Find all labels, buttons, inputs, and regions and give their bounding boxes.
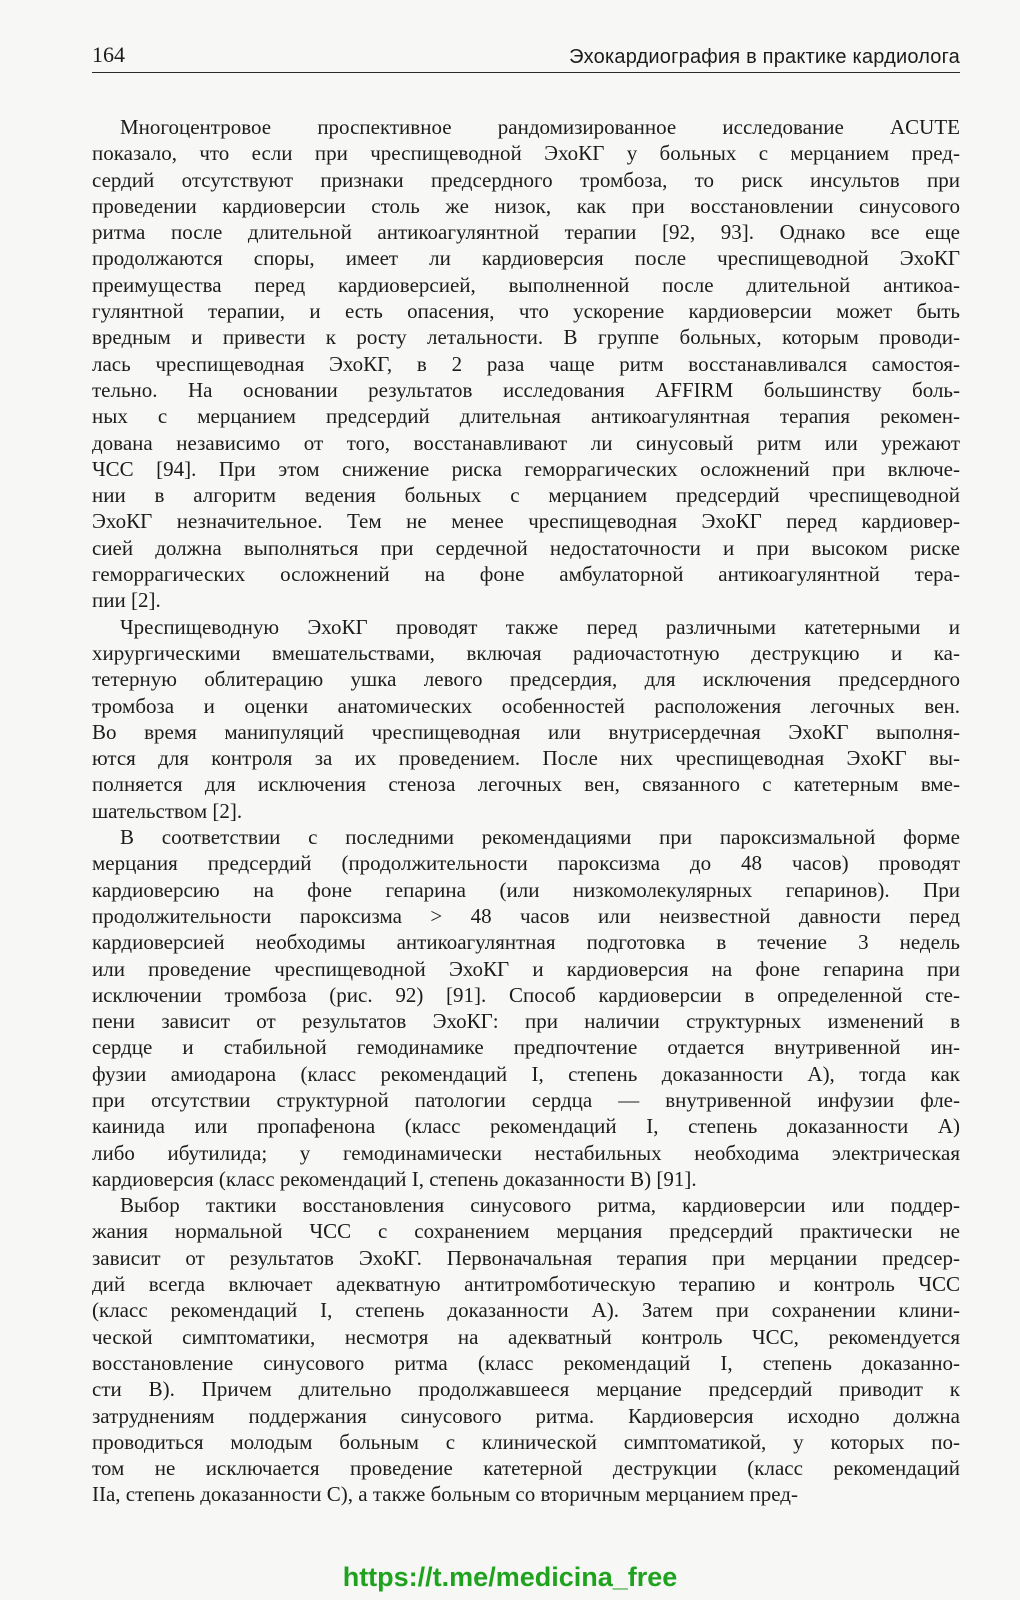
text-line: зависит от результатов ЭхоКГ. Первоначальная терапия при мерцании предсер- [92, 1245, 960, 1270]
text-line: вредным и привести к росту летальности. В группе больных, которым проводи- [92, 325, 960, 350]
text-line: продолжительности пароксизма > 48 часов или неизвестной давности перед [92, 903, 960, 928]
text-line: фузии амиодарона (класс рекомендаций I, степень доказанности А), тогда как [92, 1061, 960, 1086]
text-line: ЧСС [94]. При этом снижение риска геморрагических осложнений при включе- [92, 456, 960, 481]
text-line: показало, что если при чреспищеводной ЭхоКГ у больных с мерцанием пред- [92, 141, 960, 166]
page-header [92, 40, 960, 73]
text-line: Многоцентровое проспективное рандомизированное исследование ACUTE [120, 115, 960, 139]
text-line: тетерную облитерацию ушка левого предсердия, для исключения предсердного [92, 667, 960, 692]
body-text [92, 114, 960, 1508]
page-number: 164 [92, 42, 125, 67]
text-line: гулянтной терапии, и есть опасения, что ускорение кардиоверсии может быть [92, 299, 960, 324]
text-line: преимущества перед кардиоверсией, выполненной после длительной антикоа- [92, 272, 960, 297]
text-line: В соответствии с последними рекомендациями при пароксизмальной форме [120, 825, 960, 850]
text-line: нии в алгоритм ведения больных с мерцанием предсердий чреспищеводной [92, 483, 960, 508]
text-line: либо ибутилида; у гемодинамически нестабильных необходима электрическая [92, 1140, 960, 1165]
text-line: ются для контроля за их проведением. После них чреспищеводная ЭхоКГ вы- [92, 746, 960, 771]
text-line: каинида или пропафенона (класс рекомендаций I, степень доказанности А) [92, 1114, 960, 1139]
text-line: ритма после длительной антикоагулянтной терапии [92, 93]. Однако все еще [92, 220, 960, 245]
text-line: полняется для исключения стеноза легочных вен, связанного с катетерным вме- [92, 772, 960, 797]
text-line: восстановление синусового ритма (класс рекомендаций I, степень доказанно- [92, 1350, 960, 1375]
text-line: кардиоверсией необходимы антикоагулянтная подготовка в течение 3 недель [92, 930, 960, 955]
text-line: затруднениям поддержания синусового ритма. Кардиоверсия исходно должна [92, 1403, 960, 1428]
text-line: том не исключается проведение катетерной деструкции (класс рекомендаций [92, 1456, 960, 1481]
text-line: пени зависит от результатов ЭхоКГ: при наличии структурных изменений в [92, 1009, 960, 1034]
text-line: тельно. На основании результатов исследования AFFIRM большинству боль- [92, 377, 960, 402]
text-line: IIa, степень доказанности С), а также больным со вторичным мерцанием пред- [92, 1482, 798, 1507]
text-line: Во время манипуляций чреспищеводная или внутрисердечная ЭхоКГ выполня- [92, 719, 960, 744]
text-line: кардиоверсия (класс рекомендаций I, степень доказанности В) [91]. [92, 1166, 697, 1191]
text-line: ных с мерцанием предсердий длительная антикоагулянтная терапия рекомен- [92, 404, 960, 429]
text-line: геморрагических осложнений на фоне амбулаторной антикоагулянтной тера- [92, 562, 960, 587]
text-line: Чреспищеводную ЭхоКГ проводят также перед различными катетерными и [120, 614, 960, 639]
text-line: пии [2]. [92, 588, 161, 613]
text-line: Выбор тактики восстановления синусового ритма, кардиоверсии или поддер- [120, 1193, 960, 1218]
text-line: или проведение чреспищеводной ЭхоКГ и кардиоверсия на фоне гепарина при [92, 956, 960, 981]
text-line: дий всегда включает адекватную антитромботическую терапию и контроль ЧСС [92, 1272, 960, 1297]
text-line: тромбоза и оценки анатомических особенностей расположения легочных вен. [92, 693, 960, 718]
text-line: сердце и стабильной гемодинамике предпочтение отдается внутривенной ин- [92, 1035, 960, 1060]
text-line: продолжаются споры, имеет ли кардиоверсия после чреспищеводной ЭхоКГ [92, 246, 960, 271]
text-line: кардиоверсию на фоне гепарина (или низкомолекулярных гепаринов). При [92, 877, 960, 902]
text-line: сердий отсутствуют признаки предсердного тромбоза, то риск инсультов при [92, 167, 960, 192]
paragraph [92, 614, 960, 824]
text-line: мерцания предсердий (продолжительности пароксизма до 48 часов) проводят [92, 851, 960, 876]
paragraph [92, 1192, 960, 1508]
text-line: сией должна выполняться при сердечной недостаточности и при высоком риске [92, 535, 960, 560]
text-line: ческой симптоматики, несмотря на адекватный контроль ЧСС, рекомендуется [92, 1324, 960, 1349]
telegram-link[interactable]: https://t.me/medicina_free [342, 1562, 678, 1592]
text-line: шательством [2]. [92, 798, 243, 823]
text-line: жания нормальной ЧСС с сохранением мерцания предсердий практически не [92, 1219, 960, 1244]
text-line: хирургическими вмешательствами, включая радиочастотную деструкцию и ка- [92, 640, 960, 665]
text-line: сти В). Причем длительно продолжавшееся мерцание предсердий приводит к [92, 1377, 960, 1402]
text-line: при отсутствии структурной патологии сердца — внутривенной инфузии фле- [92, 1087, 960, 1112]
text-line: (класс рекомендаций I, степень доказанности А). Затем при сохранении клини- [92, 1298, 960, 1323]
text-line: ЭхоКГ незначительное. Тем не менее чреспищеводная ЭхоКГ перед кардиовер- [92, 509, 960, 534]
running-title: Эхокардиография в практике кардиолога [569, 46, 960, 68]
text-line: проведении кардиоверсии столь же низок, как при восстановлении синусового [92, 193, 960, 218]
text-line: лась чреспищеводная ЭхоКГ, в 2 раза чаще ритм восстанавливался самостоя- [92, 351, 960, 376]
text-line: проводиться молодым больным с клинической симптоматикой, у которых по- [92, 1429, 960, 1454]
paragraph [92, 114, 960, 614]
text-line: дована независимо от того, восстанавливают ли синусовый ритм или урежают [92, 430, 960, 455]
paragraph [92, 824, 960, 1192]
text-line: исключении тромбоза (рис. 92) [91]. Способ кардиоверсии в определенной сте- [92, 982, 960, 1007]
